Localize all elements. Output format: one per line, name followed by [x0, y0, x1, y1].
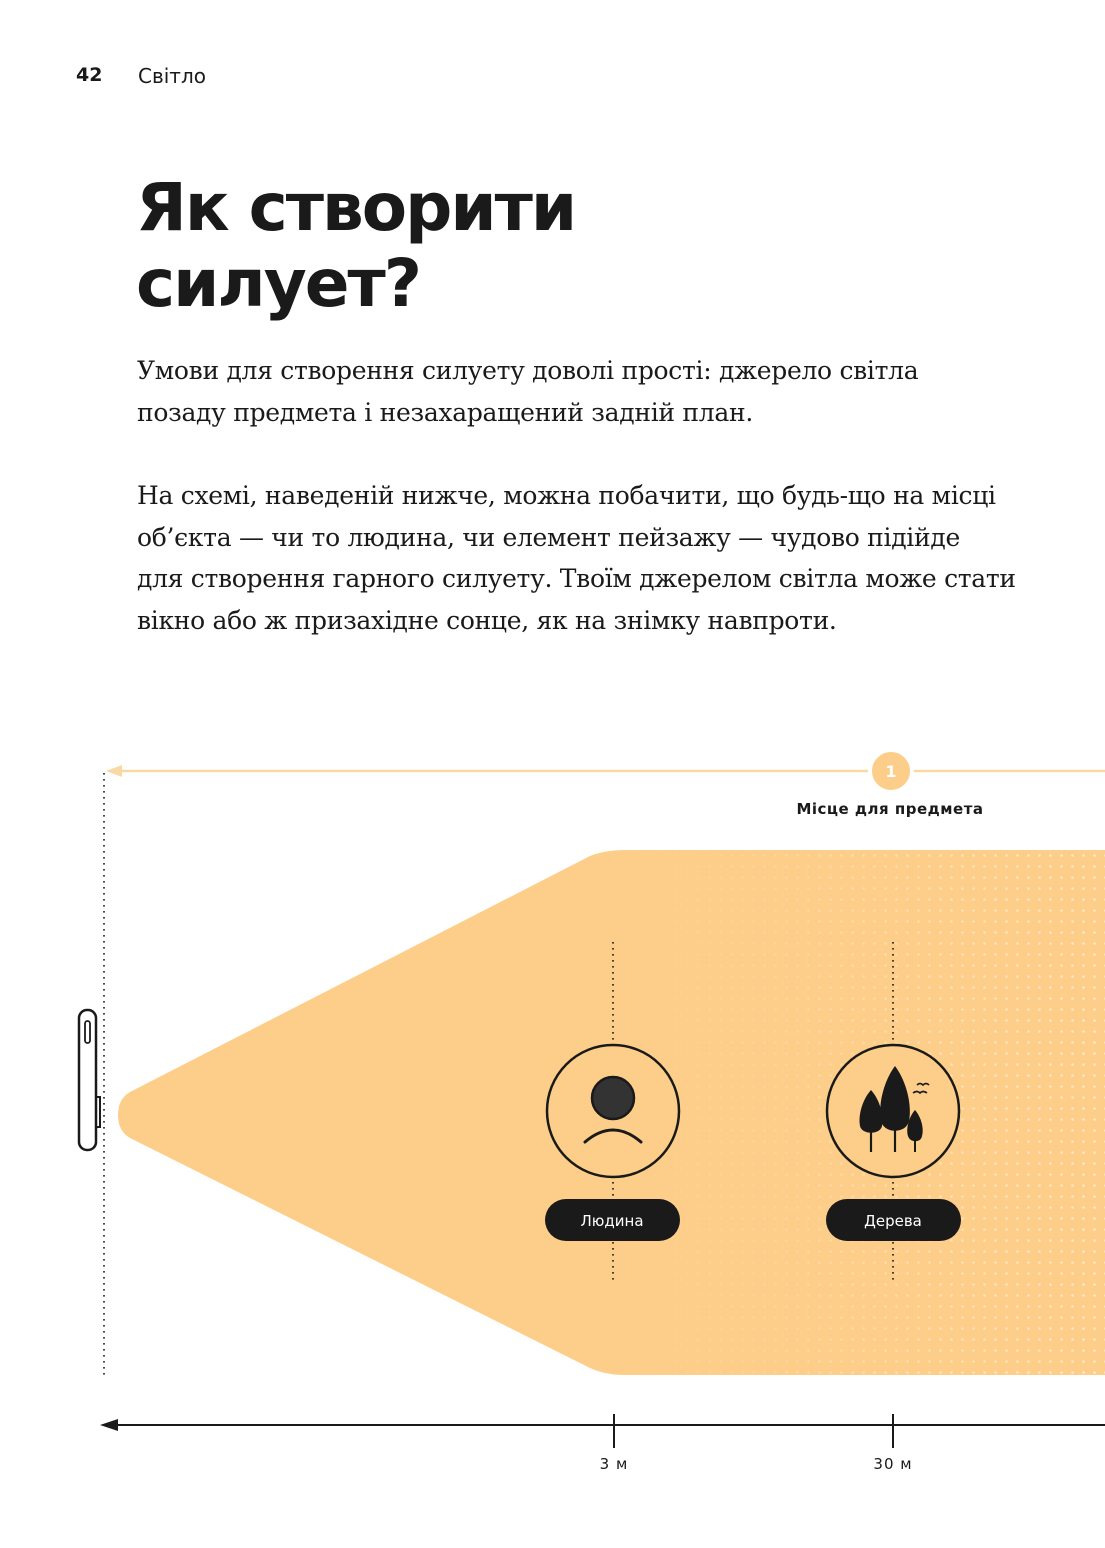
- body-line-4: вікно або ж призахідне сонце, як на знімку навпроти.: [137, 605, 837, 635]
- title-line-1: Як створити: [136, 169, 576, 246]
- silhouette-diagram: [0, 740, 1105, 1500]
- marker-number: 1: [885, 762, 897, 781]
- section-name: Світло: [138, 64, 206, 88]
- light-source-icon: [79, 1010, 100, 1150]
- title-line-2: силует?: [136, 245, 421, 322]
- page-number: 42: [76, 64, 103, 86]
- intro-line-2: позаду предмета і незахаращений задній план.: [137, 397, 753, 427]
- body-line-1: На схемі, наведеній нижче, можна побачити, що будь-що на місці: [137, 481, 996, 510]
- person-icon: [547, 1045, 679, 1177]
- body-line-2: об’єкта — чи то людина, чи елемент пейзажу — чудово підійде: [137, 522, 960, 552]
- body-line-3: для створення гарного силуету. Твоїм джерелом світла може стати: [137, 564, 1016, 593]
- intro-paragraph: [137, 350, 1037, 433]
- diagram-svg: [0, 740, 1105, 1500]
- trees-icon: [827, 1045, 959, 1177]
- distance-axis-arrow-icon: [100, 1419, 118, 1431]
- body-paragraph: [137, 475, 1037, 641]
- person-label: Людина: [580, 1212, 644, 1230]
- intro-line-1: Умови для створення силуету доволі прості: джерело світла: [137, 356, 919, 385]
- trees-label: Дерева: [864, 1212, 922, 1230]
- distance-30m-label: 30 м: [873, 1455, 913, 1473]
- marker-label: Місце для предмета: [796, 800, 984, 818]
- top-guide-arrow-icon: [106, 765, 122, 777]
- distance-3m-label: 3 м: [599, 1455, 629, 1473]
- page-title: [136, 170, 575, 322]
